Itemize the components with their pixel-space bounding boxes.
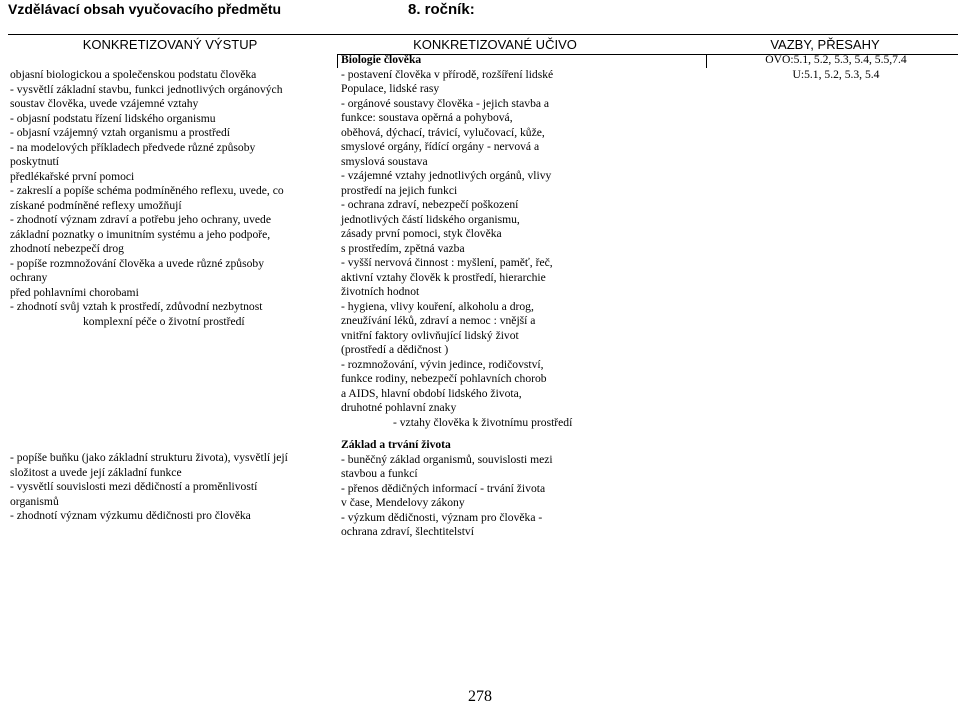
text-line: smyslové orgány, řídící orgány - nervová a [341,140,540,153]
text-line: organismů [10,494,59,508]
text-line: - vztahy člověka k životnímu prostředí [393,415,573,429]
text-line: - popíše rozmnožování člověka a uvede různé způsoby [10,256,265,270]
column-header-curriculum: KONKRETIZOVANÉ UČIVO [413,37,577,52]
text-line: - hygiena, vlivy kouření, alkoholu a drog, [341,299,534,313]
text-line: životních hodnot [341,285,420,298]
text-line: složitost a uvede její základní funkce [10,465,182,479]
text-line: - orgánové soustavy člověka - jejich stavba a [341,96,550,110]
text-line: poskytnutí [10,155,59,168]
text-line: - objasní podstatu řízení lidského organismu [10,111,216,125]
text-line: Populace, lidské rasy [341,82,440,95]
text-line: komplexní péče o životní prostředí [83,314,245,328]
text-line: zneužívání léků, zdraví a nemoc : vnější a [341,314,536,327]
text-line: - zhodnotí význam výzkumu dědičnosti pro člověka [10,509,251,522]
text-line: - zhodnotí svůj vztah k prostředí, zdůvodní nezbytnost [10,300,263,313]
section-biology-relations [736,53,936,82]
text-line: smyslová soustava [341,154,428,168]
text-line: - rozmnožování, vývin jedince, rodičovství, [341,357,544,371]
text-line: - na modelových příkladech předvede různé způsoby [10,140,256,154]
column-header-relations: VAZBY, PŘESAHY [770,37,880,52]
text-line: ochrana zdraví, šlechtitelství [341,525,474,538]
text-line: vnitřní faktory ovlivňující lidský život [341,328,519,342]
text-line: zhodnotí nebezpečí drog [10,242,124,255]
text-line: - vysvětlí základní stavbu, funkci jednotlivých orgánových [10,82,283,96]
text-line: aktivní vztahy člověk k prostředí, hierarchie [341,270,546,284]
text-line: s prostředím, zpětná vazba [341,241,465,255]
text-line: zásady první pomoci, styk člověka [341,227,502,240]
text-line: v čase, Mendelovy zákony [341,496,465,509]
text-line: - zakreslí a popíše schéma podmíněného reflexu, uvede, co [10,184,284,197]
text-line: (prostředí a dědičnost ) [341,343,449,356]
text-line: - popíše buňku (jako základní strukturu života), vysvětlí její [10,451,288,464]
section-life-curriculum [341,438,553,540]
document-title: Vzdělávací obsah vyučovacího předmětu [8,1,282,17]
text-line: - vyšší nervová činnost : myšlení, paměť, řeč, [341,256,553,269]
section-biology-curriculum [341,53,572,430]
text-line: předlékařské první pomoci [10,169,135,183]
text-line: - postavení člověka v přírodě, rozšíření lidské [341,67,554,81]
column-divider [337,54,338,68]
grade-title: 8. ročník: [408,1,475,18]
text-line: - ochrana zdraví, nebezpečí poškození [341,198,519,211]
text-line: prostředí na jejich funkci [341,183,458,197]
relations-text: U:5.1, 5.2, 5.3, 5.4 [792,67,880,81]
text-line: - buněčný základ organismů, souvislosti mezi [341,452,553,466]
text-line: - přenos dědičných informací - trvání života [341,481,546,495]
relations-text: OVO:5.1, 5.2, 5.3, 5.4, 5.5,7.4 [765,53,907,66]
text-line: - vzájemné vztahy jednotlivých orgánů, vlivy [341,169,552,182]
text-line: základní poznatky o imunitním systému a jeho podpoře, [10,227,271,241]
text-line: získané podmíněné reflexy umožňují [10,198,182,212]
text-line: - zhodnotí význam zdraví a potřebu jeho ochrany, uvede [10,213,271,226]
page-number: 278 [468,688,492,705]
text-line: objasní biologickou a společenskou podstatu člověka [10,68,257,81]
text-line: funkce rodiny, nebezpečí pohlavních chorob [341,372,547,385]
section-life-outputs [10,451,288,524]
text-line: před pohlavními chorobami [10,285,139,299]
text-line: - objasní vzájemný vztah organismu a prostředí [10,126,231,139]
table-top-rule [8,34,958,35]
text-line: jednotlivých částí lidského organismu, [341,212,520,226]
text-line: stavbou a funkcí [341,467,418,480]
section-heading: Biologie člověka [341,53,422,66]
text-line: - výzkum dědičnosti, význam pro člověka - [341,510,543,524]
column-header-outputs: KONKRETIZOVANÝ VÝSTUP [82,37,258,52]
text-line: druhotné pohlavní znaky [341,401,457,414]
text-line: funkce: soustava opěrná a pohybová, [341,111,513,124]
text-line: ochrany [10,271,48,284]
section-biology-outputs [10,68,284,329]
column-divider [706,54,707,68]
text-line: - vysvětlí souvislosti mezi dědičností a proměnlivostí [10,480,258,493]
text-line: soustav člověka, uvede vzájemné vztahy [10,97,199,110]
section-heading: Základ a trvání života [341,438,451,451]
text-line: oběhová, dýchací, trávicí, vylučovací, kůže, [341,125,545,139]
text-line: a AIDS, hlavní období lidského života, [341,386,522,400]
